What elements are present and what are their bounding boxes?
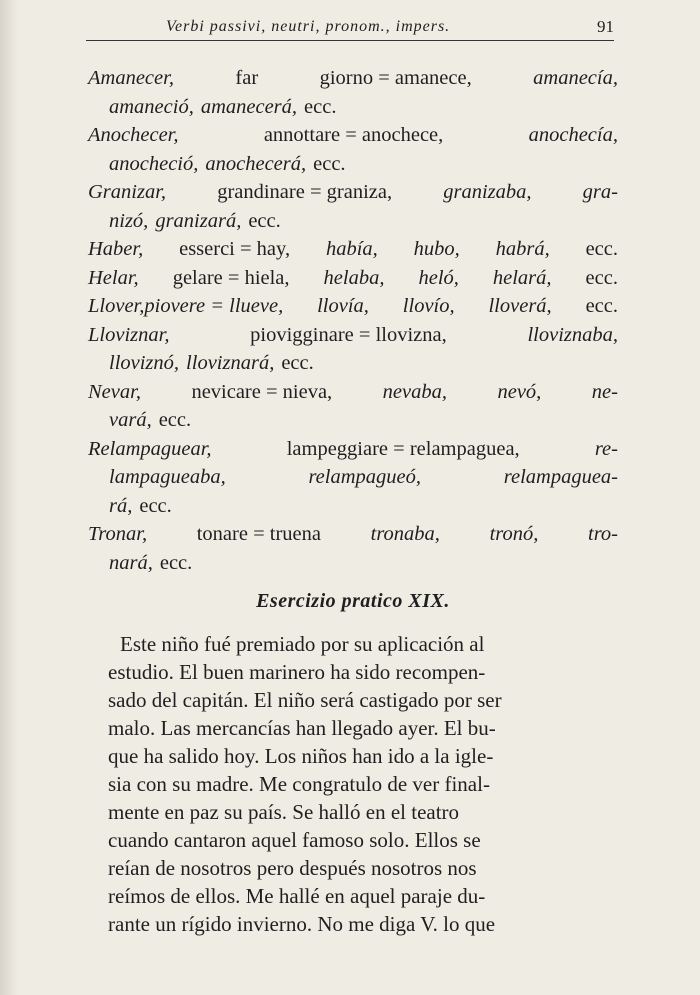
entry-line <box>88 406 618 435</box>
exercise-title: Esercizio pratico XIX. <box>256 590 450 612</box>
entry-word: ecc. <box>585 238 618 260</box>
verb-entry <box>88 520 618 577</box>
verb-term: Amanecer, <box>88 67 174 89</box>
entry-word: amanecía, <box>533 67 618 89</box>
text-line: estudio. El buen marinero ha sido recompen- <box>108 660 486 684</box>
entry-word: gelare = hiela, <box>172 266 290 289</box>
entry-word: lloverá, <box>488 295 552 317</box>
entry-line <box>88 463 618 492</box>
page-header <box>86 12 614 41</box>
page-number: 91 <box>597 17 614 36</box>
verb-term: Relampaguear, <box>88 437 212 460</box>
entry-word: lloviznará, <box>186 352 275 374</box>
entry-word: relampagueó, <box>308 466 422 488</box>
entry-line <box>88 64 618 93</box>
entry-word: ecc. <box>281 352 314 374</box>
text-line: reían de nosotros pero después nosotros nos <box>108 856 477 880</box>
running-head: Verbi passivi, neutri, pronom., impers. <box>166 18 451 35</box>
verb-term: Tronar, <box>88 523 148 545</box>
entry-line <box>88 321 618 350</box>
verb-entry <box>88 235 618 264</box>
entry-line <box>88 549 618 578</box>
entry-word: helaba, <box>323 266 385 289</box>
exercise-text <box>108 630 630 938</box>
entry-line <box>88 378 618 407</box>
entry-word: lloviznó, <box>109 352 180 374</box>
entry-line <box>88 435 618 464</box>
entry-word: tronaba, <box>370 523 440 545</box>
entry-line <box>88 93 618 122</box>
entry-word: tronó, <box>489 523 539 545</box>
entry-word: nará, <box>109 551 153 574</box>
entry-word: anochecía, <box>528 124 618 146</box>
verb-term: Granizar, <box>88 181 167 203</box>
text-line: reímos de ellos. Me hallé en aquel paraje du- <box>108 884 486 908</box>
entry-word: ecc. <box>585 295 618 317</box>
entry-word: amaneció, <box>109 95 194 118</box>
entry-line <box>88 235 618 264</box>
entry-word: heló, <box>418 266 459 289</box>
entry-line <box>88 520 618 549</box>
entry-word: lampagueaba, <box>109 466 226 488</box>
entry-word: helará, <box>492 266 552 289</box>
entry-word: llovía, <box>317 295 369 317</box>
text-line: mente en paz su país. Se halló en el teatro <box>108 800 460 824</box>
entry-word: ecc. <box>248 209 281 232</box>
verb-entry <box>88 378 618 435</box>
verb-term: Llover,piovere = llueve, <box>88 295 284 317</box>
entry-line <box>88 264 618 293</box>
entry-word: habrá, <box>495 238 550 260</box>
entry-word: ne- <box>591 380 618 403</box>
verb-term: Nevar, <box>88 380 141 403</box>
verb-term: Anochecer, <box>88 124 179 146</box>
entry-word: anochecerá, <box>205 152 307 175</box>
entry-word: granizará, <box>155 209 242 232</box>
entry-line <box>88 121 618 150</box>
text-line: Este niño fué premiado por su aplicación al <box>120 632 485 656</box>
verb-list <box>88 64 618 577</box>
verb-entry <box>88 321 618 378</box>
entry-word: ecc. <box>585 266 618 289</box>
verb-term: Helar, <box>88 266 139 289</box>
entry-word: rá, <box>109 494 133 517</box>
entry-word: había, <box>325 238 378 260</box>
verb-entry <box>88 435 618 521</box>
entry-word: nizó, <box>109 209 149 232</box>
entry-word: grandinare = graniza, <box>217 181 393 203</box>
entry-word: amanecerá, <box>200 95 298 118</box>
entry-line <box>88 178 618 207</box>
entry-word: ecc. <box>304 95 337 118</box>
verb-entry <box>88 292 618 321</box>
entry-line <box>88 150 618 179</box>
entry-word: nevicare = nieva, <box>191 380 333 403</box>
verb-entry <box>88 121 618 178</box>
text-line: malo. Las mercancías han llegado ayer. El bu- <box>108 716 496 740</box>
entry-word: esserci = hay, <box>179 238 291 260</box>
entry-line <box>88 207 618 236</box>
entry-word: tonare = truena <box>196 523 321 545</box>
entry-word: anocheció, <box>109 152 199 175</box>
entry-word: far <box>235 67 259 89</box>
verb-entry <box>88 178 618 235</box>
entry-word: lloviznaba, <box>527 323 618 346</box>
verb-term: Haber, <box>88 238 144 260</box>
entry-word: re- <box>594 437 618 460</box>
entry-word: hubo, <box>413 238 460 260</box>
entry-word: tro- <box>588 523 618 545</box>
entry-word: granizaba, <box>443 181 532 203</box>
entry-line <box>88 292 618 321</box>
entry-word: ecc. <box>158 409 192 431</box>
verb-term: Lloviznar, <box>88 323 170 346</box>
entry-line <box>88 492 618 521</box>
entry-word: giorno = amanece, <box>319 67 472 89</box>
entry-word: nevaba, <box>382 380 447 403</box>
entry-word: gra- <box>582 181 618 203</box>
text-line: que ha salido hoy. Los niños han ido a la igle- <box>108 744 494 768</box>
entry-word: ecc. <box>159 551 193 574</box>
entry-line <box>88 349 618 378</box>
entry-word: ecc. <box>139 494 172 517</box>
text-line: sado del capitán. El niño será castigado por ser <box>108 688 502 712</box>
entry-word: ecc. <box>313 152 346 175</box>
text-line: cuando cantaron aquel famoso solo. Ellos se <box>108 828 481 852</box>
text-line: rante un rígido invierno. No me diga V. lo que <box>108 912 496 936</box>
entry-word: nevó, <box>497 380 542 403</box>
entry-word: relampaguea- <box>503 466 618 488</box>
entry-word: annottare = anochece, <box>263 124 444 146</box>
entry-word: llovío, <box>402 295 455 317</box>
verb-entry <box>88 64 618 121</box>
entry-word: lampeggiare = relampaguea, <box>286 437 520 460</box>
entry-word: piovigginare = llovizna, <box>250 323 447 346</box>
page-gutter-shadow <box>0 0 18 995</box>
text-line: sia con su madre. Me congratulo de ver final- <box>108 772 490 796</box>
entry-word: vará, <box>109 409 152 431</box>
verb-entry <box>88 264 618 293</box>
